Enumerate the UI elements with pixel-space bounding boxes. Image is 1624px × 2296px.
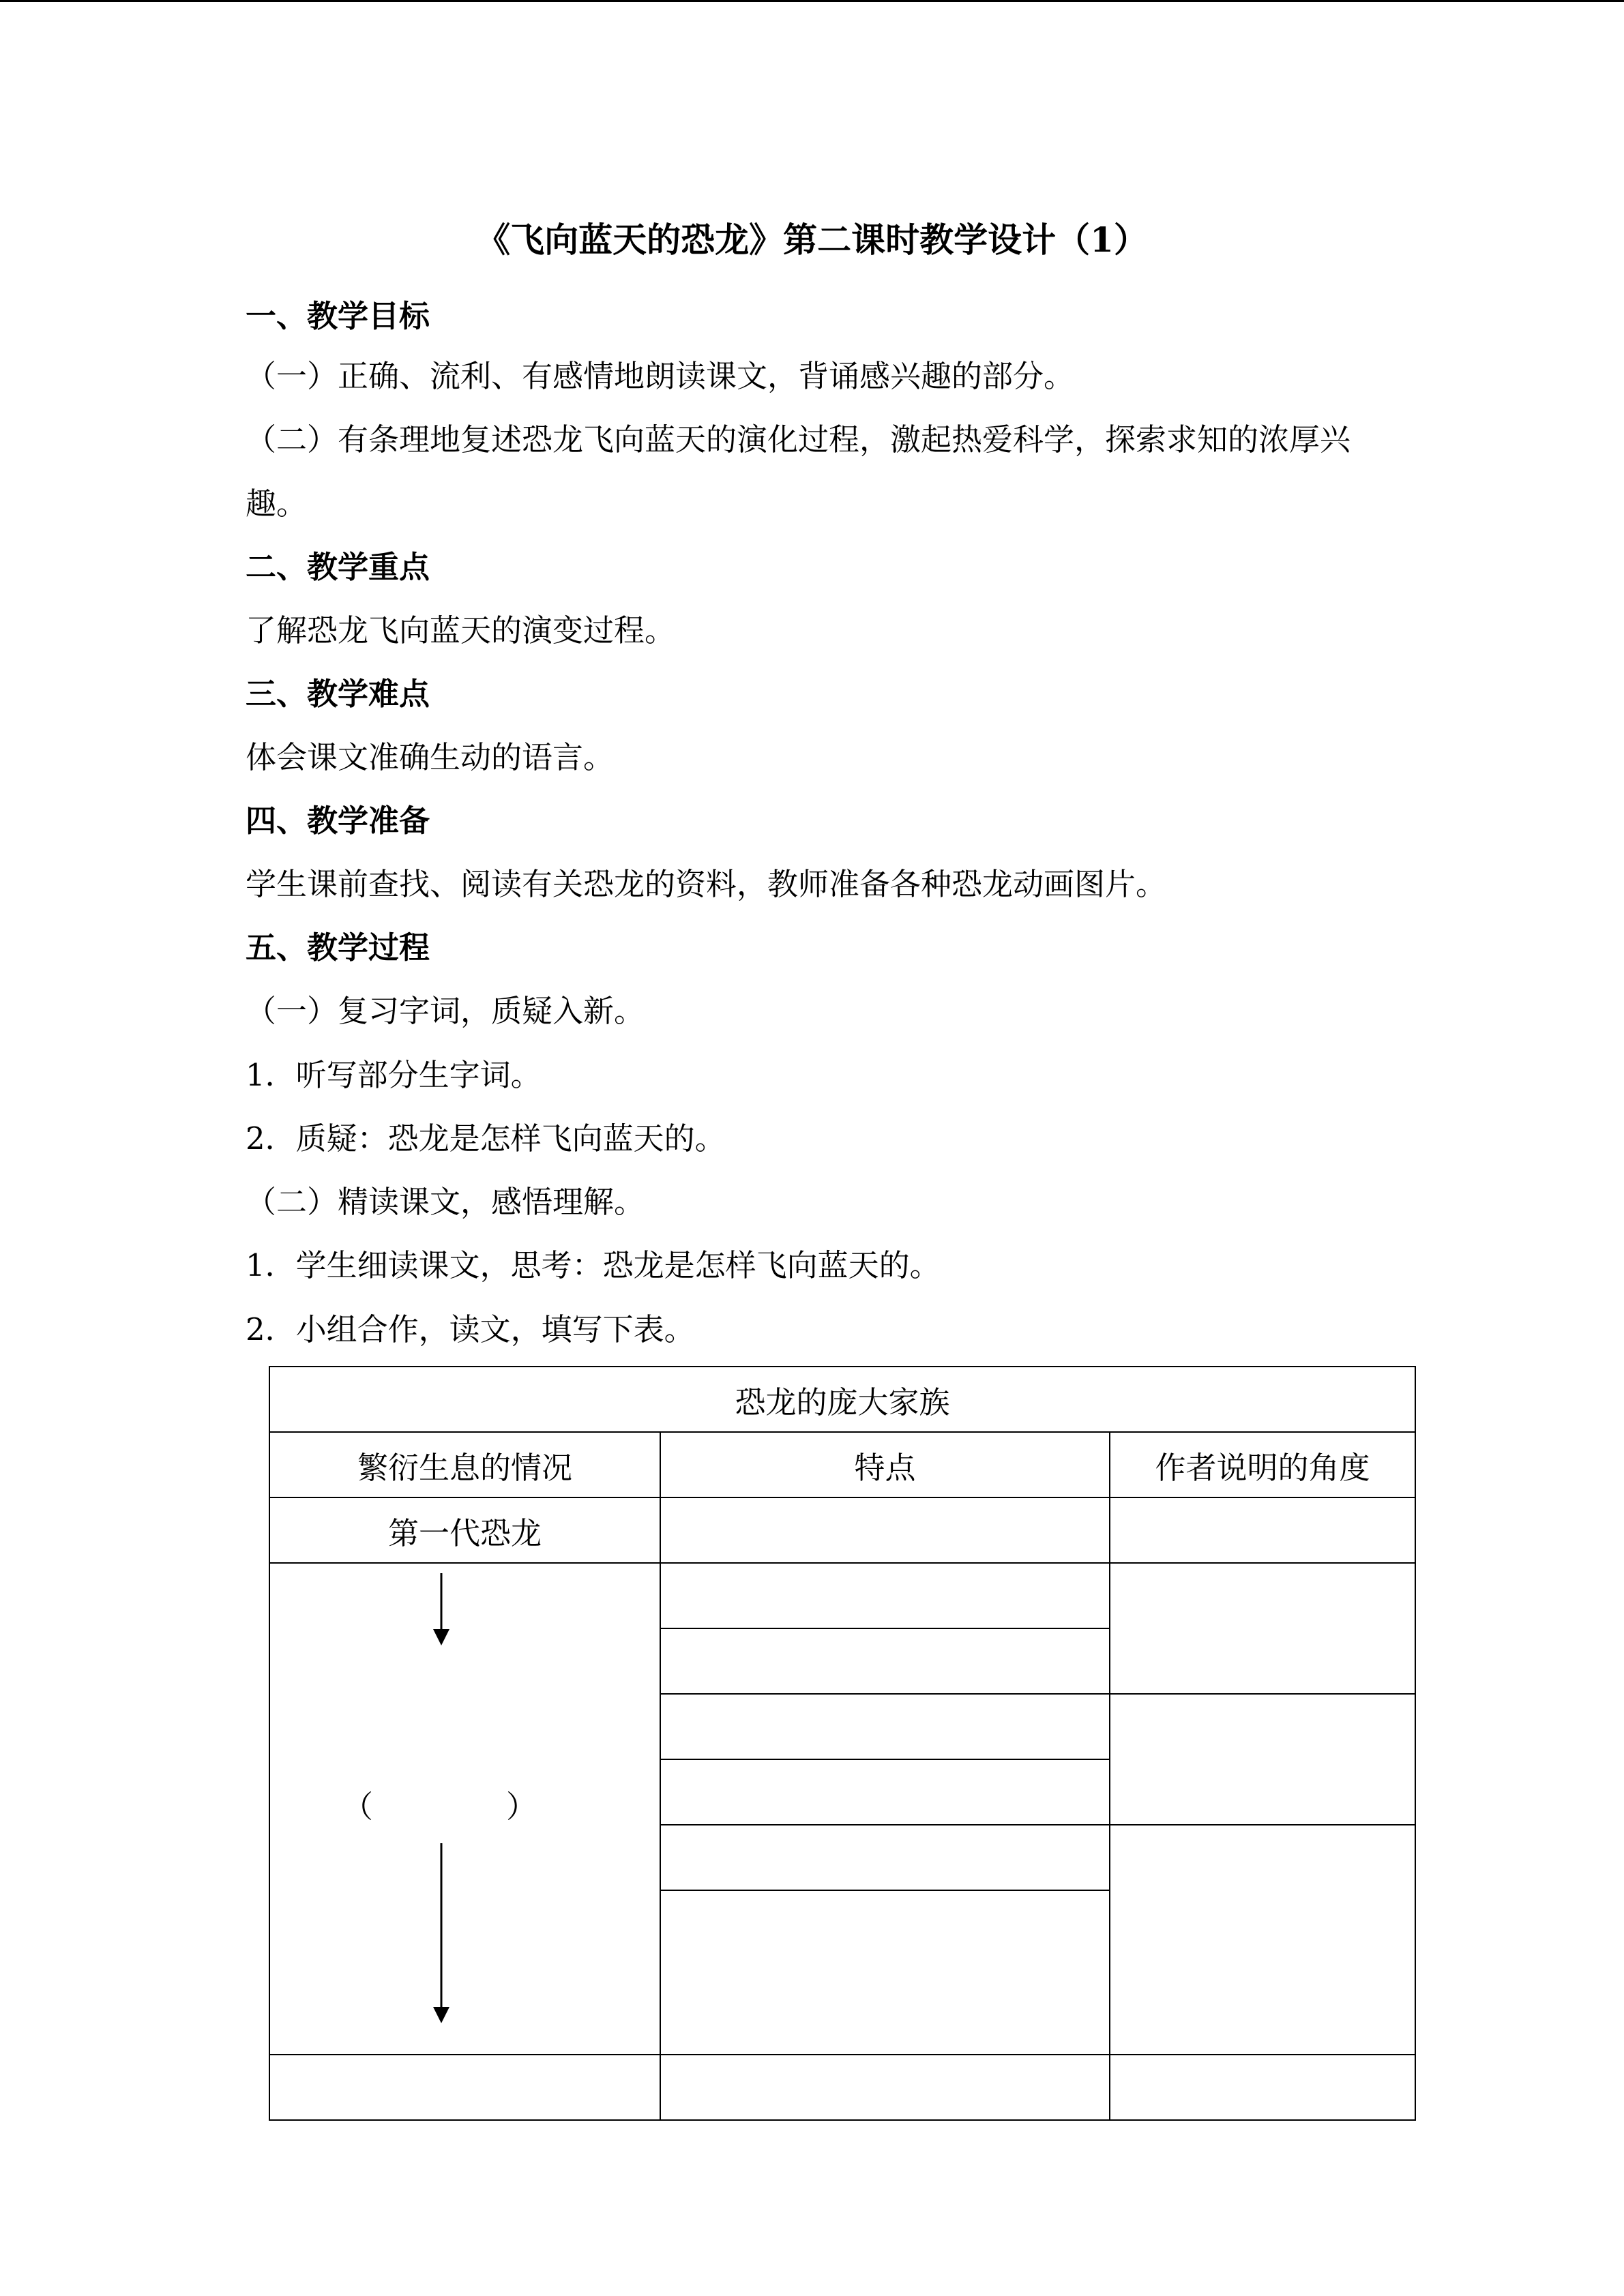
table-caption: 恐龙的庞大家族 [269,1367,1415,1432]
body-line: 2．质疑：恐龙是怎样飞向蓝天的。 [246,1120,726,1157]
table-cell [1110,1563,1415,1694]
body-line: 体会课文准确生动的语言。 [246,739,615,775]
section-heading: 四、教学准备 [246,803,430,839]
table-cell [660,1825,1110,1890]
table-cell [1110,1497,1415,1563]
table-cell [269,2055,660,2120]
evolution-cell [269,1563,660,2055]
table-cell [660,1563,1110,1628]
document-title: 《飞向蓝天的恐龙》第二课时教学设计（1） [476,220,1148,260]
paren-close: ） [506,1789,537,1825]
table-cell [1110,2055,1415,2120]
body-line: （二）有条理地复述恐龙飞向蓝天的演化过程，激起热爱科学，探索求知的浓厚兴 [246,421,1351,458]
header-author-angle: 作者说明的角度 [1110,1432,1415,1497]
table-cell [1110,1694,1415,1825]
body-line: 1．听写部分生字词。 [246,1057,542,1093]
header-features: 特点 [660,1432,1110,1497]
table-cell [660,2055,1110,2120]
table-cell [1110,1825,1415,2055]
first-generation-cell: 第一代恐龙 [269,1497,660,1563]
table-cell [660,1759,1110,1825]
body-line: （一）正确、流利、有感情地朗读课文，背诵感兴趣的部分。 [246,358,1075,394]
body-line: （二）精读课文，感悟理解。 [246,1184,645,1220]
dinosaur-family-table [269,1366,1416,2121]
table-cell [660,1628,1110,1694]
table-cell [660,1694,1110,1759]
body-line: 了解恐龙飞向蓝天的演变过程。 [246,612,676,648]
body-line: 趣。 [246,486,308,522]
table-cell [660,1890,1110,2055]
paren-open: （ [342,1789,374,1825]
section-heading: 一、教学目标 [246,298,430,334]
section-heading: 二、教学重点 [246,549,430,585]
table-cell [660,1497,1110,1563]
body-line: （一）复习字词，质疑入新。 [246,993,645,1029]
evolution-arrows [270,1564,660,2054]
arrow-down-icon [433,1629,449,1645]
body-line: 2．小组合作，读文，填写下表。 [246,1311,695,1347]
header-reproduction: 繁衍生息的情况 [269,1432,660,1497]
section-heading: 五、教学过程 [246,929,430,966]
body-line: 学生课前查找、阅读有关恐龙的资料，教师准备各种恐龙动画图片。 [246,866,1167,902]
arrow-down-icon [433,2007,449,2023]
page-top-border [0,0,1624,2]
body-line: 1．学生细读课文，思考：恐龙是怎样飞向蓝天的。 [246,1247,941,1283]
section-heading: 三、教学难点 [246,676,430,712]
